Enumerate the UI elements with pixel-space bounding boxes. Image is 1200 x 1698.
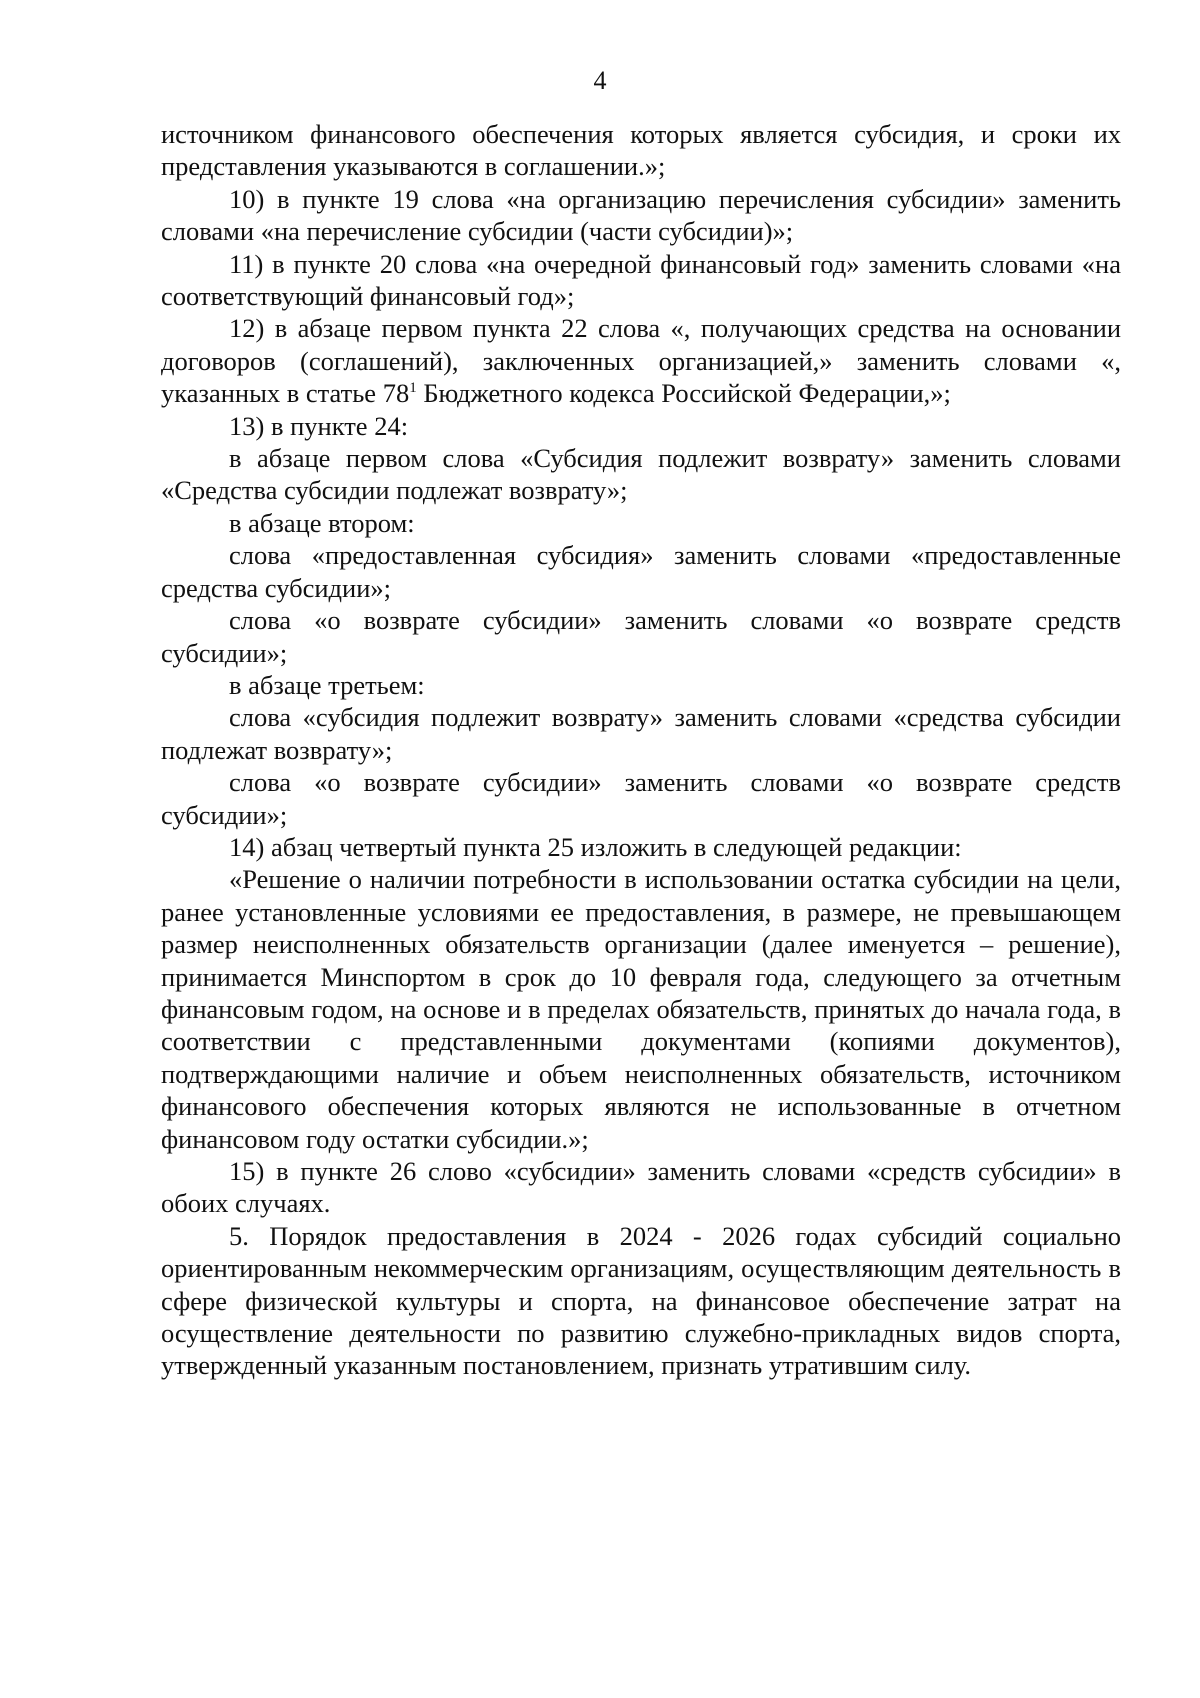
paragraph-abzac-3-a: слова «субсидия подлежит возврату» заменить словами «средства субсидии подлежат возврату»; — [161, 702, 1121, 765]
paragraph-item-13: 13) в пункте 24: — [229, 410, 409, 441]
page-number: 4 — [593, 66, 607, 95]
article-superscript: 1 — [409, 380, 417, 397]
paragraph-quote-decision: «Решение о наличии потребности в использовании остатка субсидии на цели, ранее установленные условиями ее предоставления, в размере, не превышающем размер неисполненных обязательств организации (далее именуется – решение), принимается Минспортом в срок до 10 февраля года, следующего за отчетным финансовым годом, на основе и в пределах обязательств, принятых до начала года, в соответствии с представленными документами (копиями документов), подтверждающими наличие и объем неисполненных обязательств, источником финансового обеспечения которых являются не использованные в отчетном финансовом году остатки субсидии.»; — [161, 864, 1121, 1154]
paragraph-item-15: 15) в пункте 26 слово «субсидии» заменить словами «средств субсидии» в обоих случаях. — [161, 1156, 1121, 1219]
paragraph-item-12-tail-end: Бюджетного кодекса Российской Федерации,»; — [416, 378, 951, 409]
paragraph-item-10: 10) в пункте 19 слова «на организацию перечисления субсидии» заменить словами «на перечисление субсидии (части субсидии)»; — [161, 183, 1121, 247]
paragraph-item-12-tail: «, указанных в статье 78 — [161, 345, 1121, 409]
paragraph-abzac-2: в абзаце втором: — [229, 507, 415, 538]
paragraph-item-12 — [161, 312, 1121, 409]
paragraph-abzac-3: в абзаце третьем: — [229, 669, 425, 700]
paragraph-abzac-2-b: слова «о возврате субсидии» заменить словами «о возврате средств субсидии»; — [161, 605, 1121, 668]
paragraph-abzac-1: в абзаце первом слова «Субсидия подлежит возврату» заменить словами «Средства субсидии подлежат возврату»; — [161, 443, 1121, 506]
document-body — [161, 118, 1121, 1382]
paragraph-item-11: 11) в пункте 20 слова «на очередной финансовый год» заменить словами «на соответствующий финансовый год»; — [161, 248, 1121, 312]
paragraph-item-12-text: 12) в абзаце первом пункта 22 слова «, получающих средства на основании договоров (соглашений), заключенных организацией,» заменить словами — [161, 313, 1121, 376]
paragraph-section-5: 5. Порядок предоставления в 2024 - 2026 годах субсидий социально ориентированным некоммерческим организациям, осуществляющим деятельность в сфере физической культуры и спорта, на финансовое обеспечение затрат на осуществление деятельности по развитию служебно-прикладных видов спорта, утвержденный указанным постановлением, признать утратившим силу. — [161, 1220, 1121, 1381]
paragraph-abzac-2-a: слова «предоставленная субсидия» заменить словами «предоставленные средства субсидии»; — [161, 540, 1121, 603]
paragraph-abzac-3-b: слова «о возврате субсидии» заменить словами «о возврате средств субсидии»; — [161, 767, 1121, 830]
paragraph-continuation: источником финансового обеспечения которых является субсидия, и сроки их представления указываются в соглашении.»; — [161, 119, 1121, 182]
paragraph-item-14: 14) абзац четвертый пункта 25 изложить в следующей редакции: — [229, 831, 962, 862]
